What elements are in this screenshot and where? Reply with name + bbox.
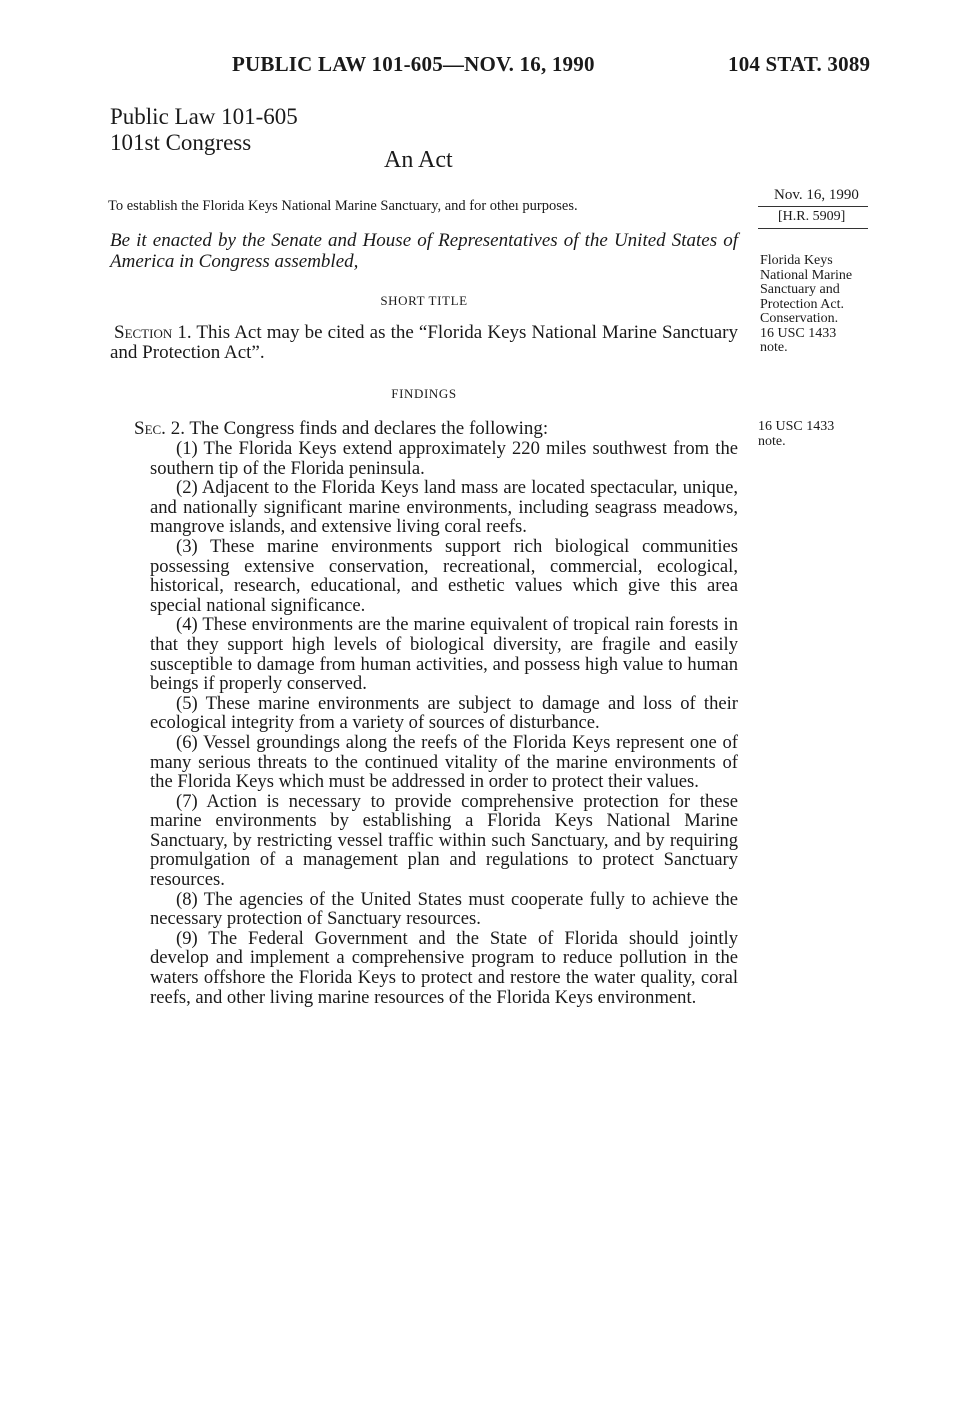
margin-note-line: 16 USC 1433 <box>760 325 837 341</box>
margin-note-line: Florida Keys <box>760 253 833 268</box>
margin-note-short-title <box>760 254 900 356</box>
finding-item: (8) The agencies of the United States must cooperate fully to achieve the necessary protection of Sanctuary resources. <box>150 888 738 930</box>
act-heading: An Act <box>384 147 453 173</box>
margin-note-line: Sanctuary and <box>760 282 840 297</box>
findings-list <box>150 439 738 1007</box>
margin-rule-bottom <box>758 228 868 229</box>
congress-number: 101st Congress <box>110 130 252 155</box>
enacting-clause: Be it enacted by the Senate and House of Representatives of the United States of America in Congress assembled, <box>110 230 738 272</box>
margin-rule <box>758 206 868 207</box>
finding-item: (3) These marine environments support rich biological communities possessing extensive conservation, recreational, commercial, ecological, historical, research, educational, and esthetic values which give this area special national significance. <box>150 535 738 616</box>
margin-note-line: note. <box>758 433 786 449</box>
section-1-text: 1. This Act may be cited as the “Florida Keys National Marine Sanctuary and Protection Act”. <box>110 322 738 363</box>
act-purpose: To establish the Florida Keys National Marine Sanctuary, and for otheı purposes. <box>108 198 578 214</box>
finding-item: (7) Action is necessary to provide comprehensive protection for these marine environments by establishing a Florida Keys National Marine Sanctuary, by restricting vessel traffic within such Sanctuary, and by requiring promulgation of a management plan and regulations to protect Sanctuary resources. <box>150 790 738 891</box>
section-1-label: Section <box>114 322 173 343</box>
margin-note-line: 16 USC 1433 <box>758 419 835 434</box>
heading-findings: FINDINGS <box>391 386 457 401</box>
margin-note-line: Conservation. <box>760 311 839 326</box>
section-2-intro <box>134 419 738 439</box>
section-2-intro-text: 2. The Congress finds and declares the following: <box>165 418 549 439</box>
margin-bill: [H.R. 5909] <box>778 209 846 224</box>
finding-item: (9) The Federal Government and the State of Florida should jointly develop and implement a comprehensive program to reduce pollution in the waters offshore the Florida Keys to protect and restore the water quality, coral reefs, and other living marine resources of the Florida Keys environment. <box>150 927 738 1008</box>
running-title: PUBLIC LAW 101-605—NOV. 16, 1990 <box>232 52 595 76</box>
heading-short-title: SHORT TITLE <box>380 293 468 308</box>
finding-item: (6) Vessel groundings along the reefs of the Florida Keys represent one of many serious threats to the continued vitality of the marine environments of the Florida Keys which must be addressed in order to protect their values. <box>150 731 738 793</box>
finding-item: (4) These environments are the marine equivalent of tropical rain forests in that they support high levels of biological diversity, are fragile and easily susceptible to damage from human activities, and possess high value to human beings if properly conserved. <box>150 614 738 695</box>
margin-note-line: National Marine <box>760 267 853 283</box>
finding-item: (5) These marine environments are subject to damage and loss of their ecological integrity from a variety of sources of disturbance. <box>150 692 738 734</box>
margin-note-line: note. <box>760 340 788 355</box>
law-number: Public Law 101-605 <box>110 104 298 129</box>
finding-item: (1) The Florida Keys extend approximately 220 miles southwest from the southern tip of the Florida peninsula. <box>150 438 738 479</box>
margin-note-line: Protection Act. <box>760 296 844 312</box>
margin-note-findings <box>758 420 898 449</box>
margin-date: Nov. 16, 1990 <box>774 187 859 203</box>
stat-citation: 104 STAT. 3089 <box>728 52 871 76</box>
section-2-label: Sec. <box>134 418 166 439</box>
finding-item: (2) Adjacent to the Florida Keys land mass are located spectacular, unique, and nationally significant marine environments, including seagrass meadows, mangrove islands, and extensive living coral reefs. <box>150 477 738 538</box>
section-1 <box>110 323 738 363</box>
